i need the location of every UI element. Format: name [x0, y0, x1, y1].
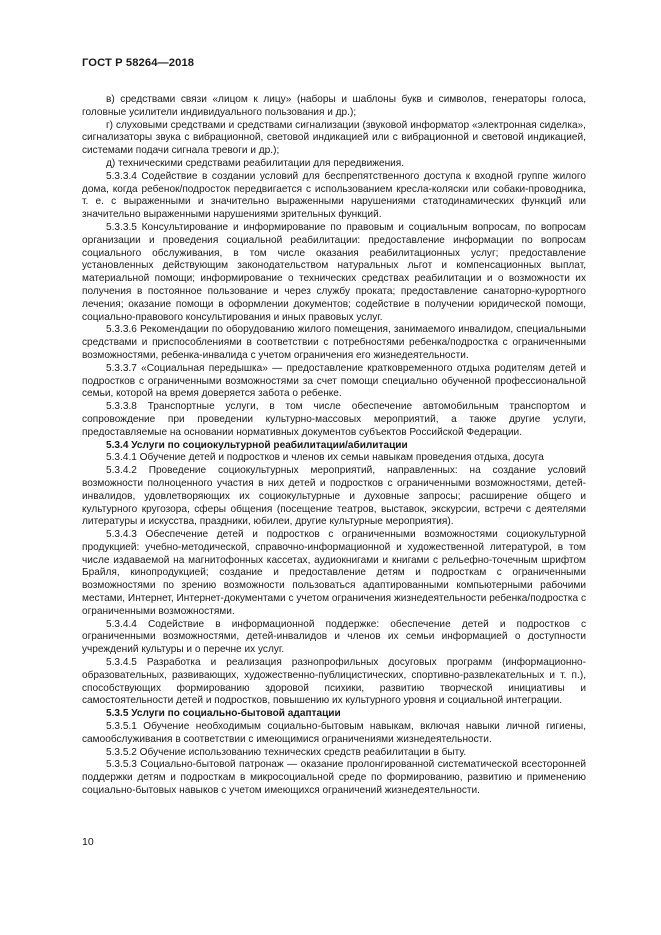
- paragraph: в) средствами связи «лицом к лицу» (наборы и шаблоны букв и символов, генераторы голоса, головные усилители индивидуального пользования и др.);: [82, 94, 586, 118]
- paragraph: г) слуховыми средствами и средствами сигнализации (звуковой информатор «электронная сиделка», сигнализаторы звука с вибрационной, световой индикацией или с вибрационной и световой индикацией, системами подачи сигнала тревоги и др.);: [82, 119, 586, 157]
- paragraph: 5.3.4.4 Содействие в информационной поддержке: обеспечение детей и подростков с ограниченными возможностями, детей-инвалидов и членов их семьи информацией о доступности учреждений культуры и о перечне их услуг.: [82, 618, 586, 656]
- paragraph: 5.3.5.2 Обучение использованию технических средств реабилитации в быту.: [106, 746, 467, 758]
- paragraph: 5.3.5.3 Социально-бытовой патронаж — оказание пролонгированной систематической всесторонней поддержки детям и подросткам в микросоциальной среде по формированию, развитию и применению социально-бытовых навыков с учетом имеющихся ограничений жизнедеятельности.: [82, 759, 586, 797]
- paragraph: 5.3.4.2 Проведение социокультурных мероприятий, направленных: на создание условий возможности полноценного участия в них детей и подростков с ограниченными возможностями, детей-инвалидов, удовлетворяющих их социокультурные и духовные запросы; расширение общего и культурного кругозора, сферы общения (посещение театров, выставок, экскурсии, встречи с деятелями литературы и искусства, праздники, юбилеи, другие культурные мероприятия).: [82, 465, 586, 528]
- paragraph: 5.3.4.3 Обеспечение детей и подростков с ограниченными возможностями социокультурной продукцией: учебно-методической, справочно-информационной и художественной литературой, в том числе издаваемой на магнитофонных кассетах, аудиокнигами и книгами с рельефно-точечным шрифтом Брайля, кинопродукцией; создание и предоставление детям и подросткам с ограниченными возможностями по зрению возможности пользоваться адаптированными компьютерными рабочими местами, Интернет, Интернет-документами с учетом ограничения жизнедеятельности ребенка/подростка с ограниченными возможностями.: [82, 529, 586, 617]
- document-header: ГОСТ Р 58264—2018: [82, 57, 195, 69]
- paragraph: д) техническими средствами реабилитации для передвижения.: [106, 157, 405, 169]
- paragraph: 5.3.4.5 Разработка и реализация разнопрофильных досуговых программ (информационно-образовательных, развивающих, художественно-публицистических, спортивно-развлекательных и т. п.), способствующих формированию здоровой психики, развитию творческой инициативы и самостоятельности детей и подростков, повышению их культурного уровня и социальной интеграции.: [82, 657, 586, 707]
- paragraph: 5.3.4.1 Обучение детей и подростков и членов их семьи навыкам проведения отдыха, досуга: [106, 452, 544, 464]
- section-heading: 5.3.5 Услуги по социально-бытовой адаптации: [106, 708, 341, 720]
- paragraph: 5.3.3.5 Консультирование и информирование по правовым и социальным вопросам, по вопросам организации и проведения социальной реабилитации: предоставление информации по вопросам социального обслуживания, в том числе оказания реабилитационных услуг; предоставление установленных действующим законодательством натуральных льгот и компенсационных выплат, материальной помощи; информирование о технических средствах реабилитации и о возможности их получения в постоянное пользование и через службу проката; предоставление санаторно-курортного лечения; оказание помощи в оформлении документов; содействие в получении юридической помощи, социально-правового консультирования и иных правовых услуг.: [82, 221, 586, 323]
- paragraph: 5.3.3.6 Рекомендации по оборудованию жилого помещения, занимаемого инвалидом, специальными средствами и приспособлениями в соответствии с потребностями ребенка/подростка с ограниченными возможностями, ребенка-инвалида с учетом ограничения его жизнедеятельности.: [82, 324, 586, 361]
- section-heading: 5.3.4 Услуги по социокультурной реабилитации/абилитации: [106, 439, 408, 451]
- paragraph: 5.3.3.4 Содействие в создании условий для беспрепятственного доступа к входной группе жилого дома, когда ребенок/подросток передвигается с использованием кресла-коляски или собаки-проводника, т. е. с выраженными и значительно выраженными нарушениями статодинамических функций или значительно выраженными нарушениями зрительных функций.: [82, 170, 586, 221]
- paragraph: 5.3.3.7 «Социальная передышка» — предоставление кратковременного отдыха родителям детей и подростков с ограниченными возможностями за счет помощи специально обученной профессиональной семьи, которой на время доверяется забота о ребенке.: [82, 362, 586, 400]
- page-number: 10: [82, 836, 94, 848]
- paragraph: 5.3.5.1 Обучение необходимым социально-бытовым навыкам, включая навыки личной гигиены, самообслуживания в соответствии с имеющимися ограничениями жизнедеятельности.: [82, 721, 586, 745]
- document-body: [82, 94, 586, 798]
- paragraph: 5.3.3.8 Транспортные услуги, в том числе обеспечение автомобильным транспортом и сопровождение при проведении культурно-массовых мероприятий, а также другие услуги, предоставляемые на основании нормативных документов субъектов Российской Федерации.: [82, 401, 586, 438]
